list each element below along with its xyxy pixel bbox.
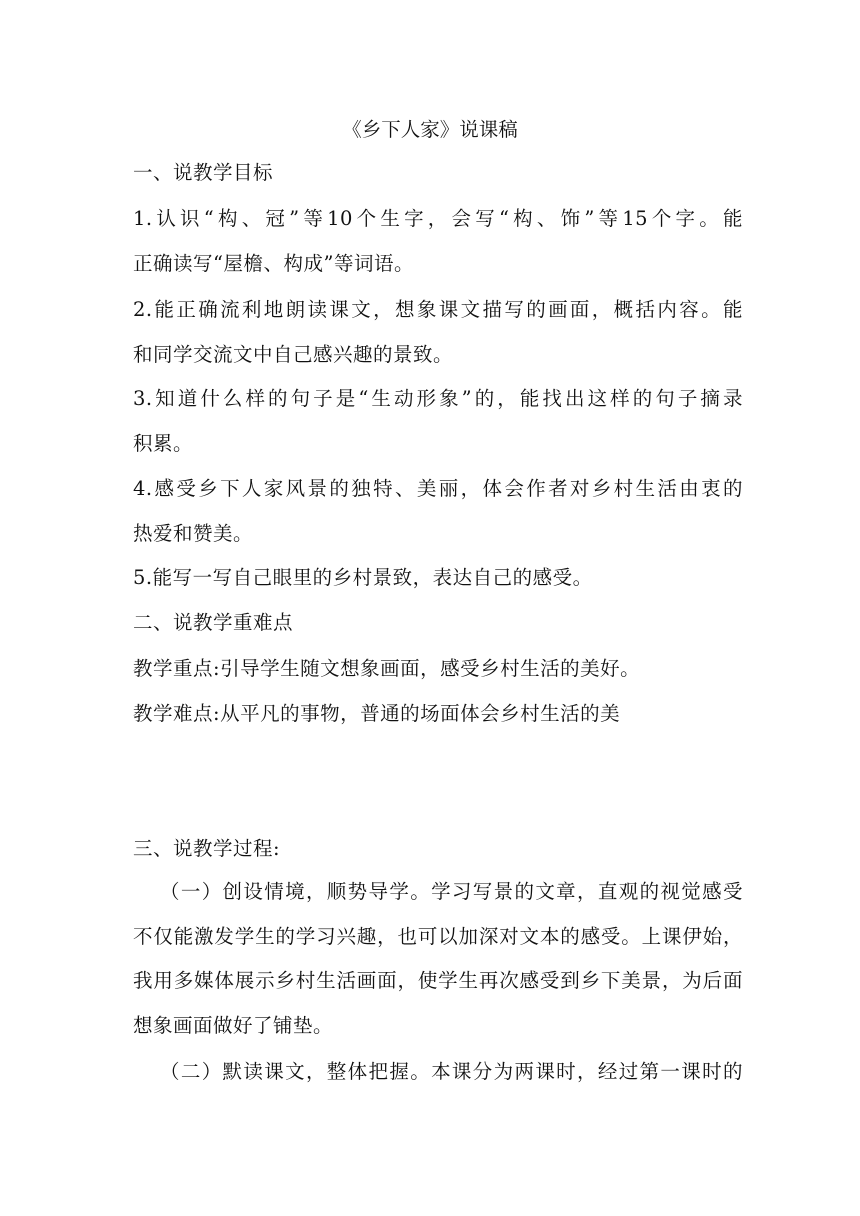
goal-3-line-2: 积累。 <box>133 432 194 455</box>
goal-1-line-2: 正确读写“屋檐、构成”等词语。 <box>133 252 414 275</box>
process-p1-line-2: 不仅能激发学生的学习兴趣，也可以加深对文本的感受。上课伊始， <box>133 925 743 948</box>
goal-2-line-2: 和同学交流文中自己感兴趣的景致。 <box>133 343 454 366</box>
section-heading-goals: 一、说教学目标 <box>133 161 274 184</box>
document-title: 《乡下人家》说课稿 <box>342 118 518 141</box>
goal-4-line-2: 热爱和赞美。 <box>133 522 254 545</box>
key-point-text: 教学重点:引导学生随文想象画面，感受乡村生活的美好。 <box>133 657 641 680</box>
difficult-point-text: 教学难点:从平凡的事物，普通的场面体会乡村生活的美 <box>133 702 621 725</box>
goal-2-line-1: 2.能正确流利地朗读课文，想象课文描写的画面，概括内容。能 <box>133 298 743 321</box>
goal-1-line-1: 1.认识“构、冠”等10个生字，会写“构、饰”等15个字。能 <box>133 207 743 230</box>
process-p1-line-4: 想象画面做好了铺垫。 <box>133 1014 334 1037</box>
process-p1-line-3: 我用多媒体展示乡村生活画面，使学生再次感受到乡下美景，为后面 <box>133 969 743 992</box>
goal-4-line-1: 4.感受乡下人家风景的独特、美丽，体会作者对乡村生活由衷的 <box>133 477 743 500</box>
process-p2-line-1: （二）默读课文，整体把握。本课分为两课时，经过第一课时的 <box>160 1060 743 1083</box>
goal-5-line-1: 5.能写一写自己眼里的乡村景致，表达自己的感受。 <box>133 566 593 589</box>
section-heading-process: 三、说教学过程: <box>133 837 281 860</box>
goal-3-line-1: 3.知道什么样的句子是“生动形象”的，能找出这样的句子摘录 <box>133 387 743 410</box>
process-p1-line-1: （一）创设情境，顺势导学。学习写景的文章，直观的视觉感受 <box>160 880 743 903</box>
section-heading-key-points: 二、说教学重难点 <box>133 611 294 634</box>
